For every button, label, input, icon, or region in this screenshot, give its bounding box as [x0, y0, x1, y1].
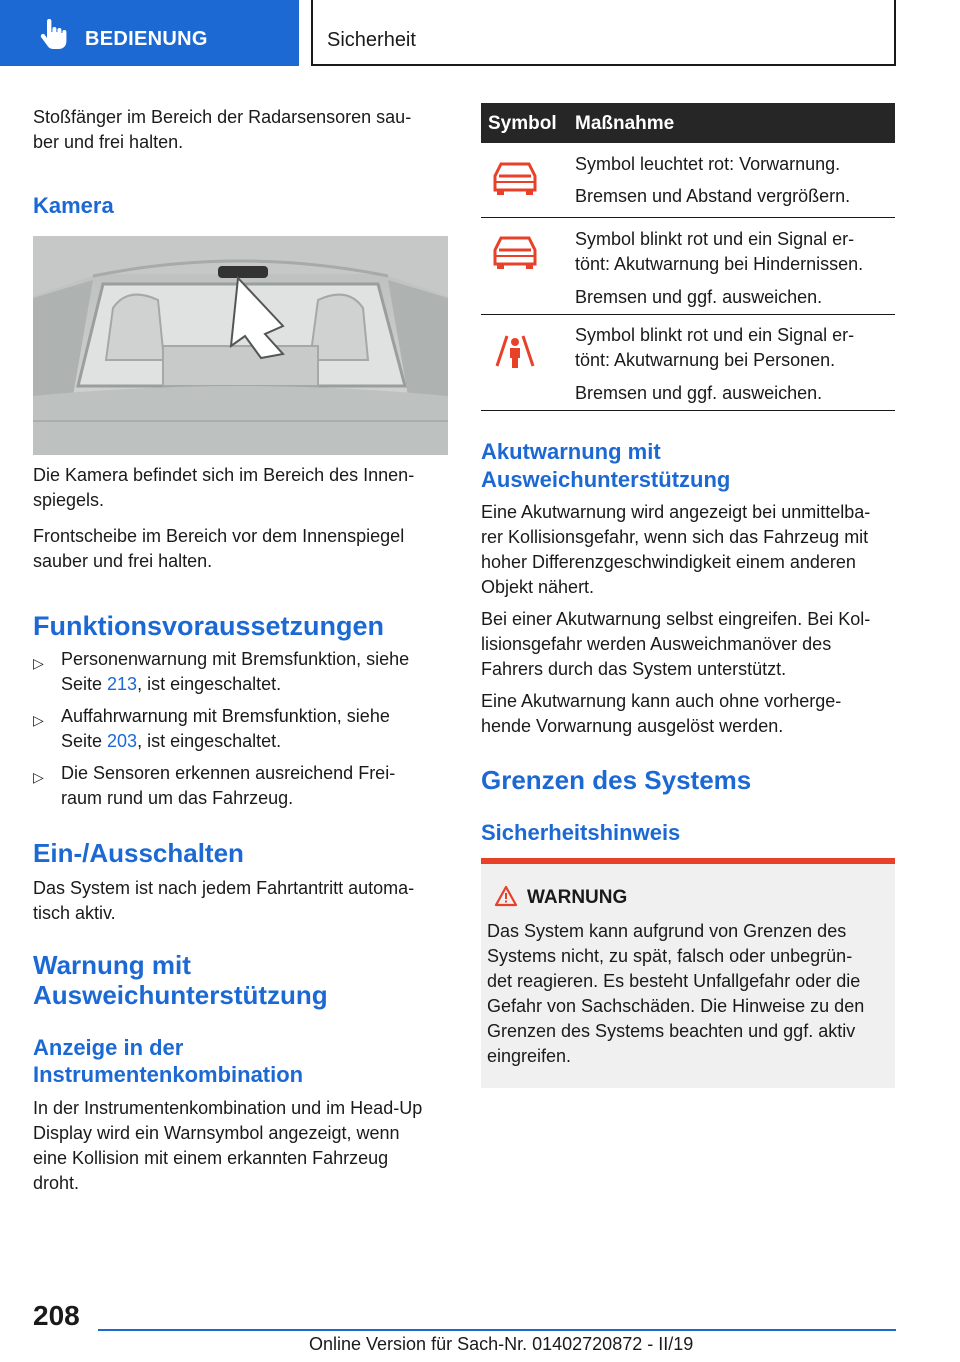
camera-heading: Kamera: [33, 193, 114, 218]
table-divider: [481, 410, 895, 411]
warning-evasion-heading: Warnung mit Ausweichunterstützung: [33, 950, 328, 1010]
section-title: Sicherheit: [327, 29, 416, 51]
chapter-label: BEDIENUNG: [85, 28, 208, 50]
section-header: [311, 0, 896, 66]
system-limits-heading: Grenzen des Systems: [481, 765, 752, 795]
on-off-heading: Ein-/Ausschalten: [33, 838, 244, 868]
requirements-heading: Funktionsvoraussetzungen: [33, 611, 385, 641]
table-row-3-line-2: Bremsen und ggf. ausweichen.: [575, 383, 823, 403]
hand-pointer-icon: [38, 19, 68, 51]
car-warning-icon: [491, 232, 539, 272]
table-row-1-line-1: Symbol leuchtet rot: Vorwarnung.: [575, 154, 841, 174]
warning-triangle-icon: [494, 885, 518, 907]
on-off-text: Das System ist nach jedem Fahrtantritt automa- tisch aktiv.: [33, 878, 415, 923]
footer-rule: [98, 1329, 896, 1331]
list-item: ▷ Die Sensoren erkennen ausreichend Frei- raum rund um das Fahrzeug.: [33, 763, 396, 808]
col-action: Maßnahme: [575, 113, 675, 134]
triangle-bullet-icon: ▷: [33, 769, 44, 785]
page-number: 208: [33, 1300, 80, 1331]
table-divider: [481, 217, 895, 218]
display-heading: Anzeige in der Instrumentenkombination: [33, 1035, 304, 1087]
table-row-2-line-1: Symbol blinkt rot und ein Signal er- tönt: Akutwarnung bei Hindernissen.: [575, 229, 864, 274]
display-text: In der Instrumentenkombination und im Head-Up Display wird ein Warnsymbol angezeigt, wenn eine Kollision mit einem erkannten Fahrzeug droht.: [33, 1098, 423, 1193]
car-warning-icon: [491, 158, 539, 198]
table-row-3-line-1: Symbol blinkt rot und ein Signal er- tönt: Akutwarnung bei Personen.: [575, 325, 855, 370]
list-item: ▷ Auffahrwarnung mit Bremsfunktion, siehe Seite 203, ist eingeschaltet.: [33, 706, 390, 751]
camera-cleaning-text: Frontscheibe im Bereich vor dem Innenspiegel sauber und frei halten.: [33, 526, 405, 571]
warning-title: WARNUNG: [527, 887, 628, 908]
acute-warning-heading: Akutwarnung mit Ausweichunterstützung: [481, 439, 731, 492]
camera-location-text: Die Kamera befindet sich im Bereich des Innen- spiegels.: [33, 465, 415, 510]
symbol-table-header: [481, 103, 895, 143]
triangle-bullet-icon: ▷: [33, 712, 44, 728]
acute-warning-p2: Bei einer Akutwarnung selbst eingreifen. Bei Kol- lisionsgefahr werden Ausweichmanöver des Fahrers durch das System unterstützt.: [481, 609, 871, 679]
page-link[interactable]: 213: [107, 674, 138, 694]
acute-warning-p3: Eine Akutwarnung kann auch ohne vorherge- hende Vorwarnung ausgelöst werden.: [481, 691, 842, 736]
col-symbol: Symbol: [488, 113, 557, 134]
list-item: ▷ Personenwarnung mit Bremsfunktion, siehe Seite 213, ist eingeschaltet.: [33, 649, 410, 694]
table-row-1-line-2: Bremsen und Abstand vergrößern.: [575, 186, 851, 206]
chapter-tab[interactable]: [0, 0, 299, 66]
warning-box: [481, 864, 895, 1088]
pedestrian-warning-icon: [491, 330, 539, 370]
page-link[interactable]: 203: [107, 731, 138, 751]
triangle-bullet-icon: ▷: [33, 655, 44, 671]
warning-text: Das System kann aufgrund von Grenzen des Systems nicht, zu spät, falsch oder unbegrün- det reagieren. Es besteht Unfallgefahr oder die Gefahr von Sachschäden. Die Hinweise zu den Grenzen des Systems beachten und ggf. aktiv eingreifen.: [487, 921, 865, 1066]
camera-illustration: [33, 236, 448, 455]
footer-online-version: Online Version für Sach-Nr. 01402720872 - II/19: [309, 1334, 694, 1354]
acute-warning-p1: Eine Akutwarnung wird angezeigt bei unmittelba- rer Kollisionsgefahr, wenn sich das Fahrzeug mit hoher Differenzgeschwindigkeit einem anderen Objekt nähert.: [481, 502, 871, 597]
safety-note-heading: Sicherheitshinweis: [481, 820, 681, 845]
intro-text: Stoßfänger im Bereich der Radarsensoren sau- ber und frei halten.: [33, 107, 412, 152]
table-row-2-line-2: Bremsen und ggf. ausweichen.: [575, 287, 823, 307]
table-divider: [481, 314, 895, 315]
